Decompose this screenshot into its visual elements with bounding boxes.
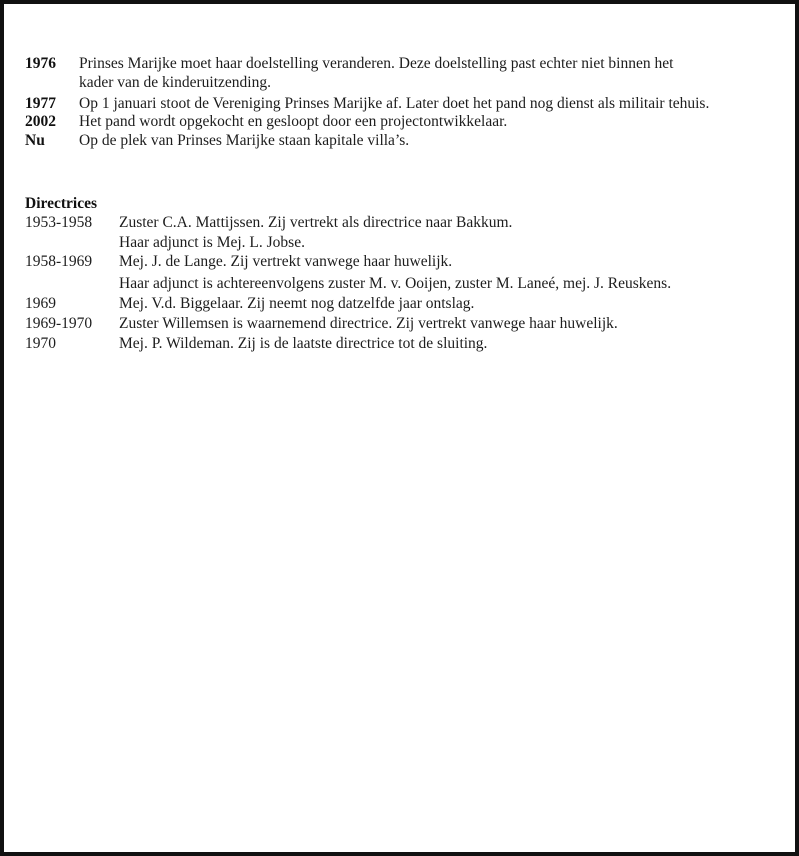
directrice-text: Mej. P. Wildeman. Zij is de laatste directrice tot de sluiting. [119,335,488,352]
timeline-text: kader van de kinderuitzending. [79,74,271,91]
directrice-period: 1969 [25,295,56,312]
timeline-text: Op 1 januari stoot de Vereniging Prinses Marijke af. Later doet het pand nog dienst als militair tehuis. [79,95,710,112]
directrice-text: Mej. J. de Lange. Zij vertrekt vanwege haar huwelijk. [119,253,453,270]
directrice-text: Zuster C.A. Mattijssen. Zij vertrekt als directrice naar Bakkum. [119,214,513,231]
section-heading: Directrices [25,195,97,212]
timeline-year: 1977 [25,95,56,112]
timeline-year: 1976 [25,55,56,72]
directrice-text: Zuster Willemsen is waarnemend directrice. Zij vertrekt vanwege haar huwelijk. [119,315,618,332]
directrice-period: 1958-1969 [25,253,93,270]
timeline-text: Het pand wordt opgekocht en gesloopt door een projectontwikkelaar. [79,113,508,130]
timeline-year: Nu [25,132,45,149]
directrice-text: Haar adjunct is achtereenvolgens zuster M. v. Ooijen, zuster M. Laneé, mej. J. Reuskens. [119,275,672,292]
directrice-period: 1969-1970 [25,315,93,332]
timeline-text: Op de plek van Prinses Marijke staan kapitale villa’s. [79,132,410,149]
directrice-period: 1970 [25,335,56,352]
timeline-year: 2002 [25,113,56,130]
timeline-text: Prinses Marijke moet haar doelstelling veranderen. Deze doelstelling past echter niet binnen het [79,55,674,72]
directrice-period: 1953-1958 [25,214,93,231]
directrice-text: Haar adjunct is Mej. L. Jobse. [119,234,305,251]
directrice-text: Mej. V.d. Biggelaar. Zij neemt nog datzelfde jaar ontslag. [119,295,475,312]
